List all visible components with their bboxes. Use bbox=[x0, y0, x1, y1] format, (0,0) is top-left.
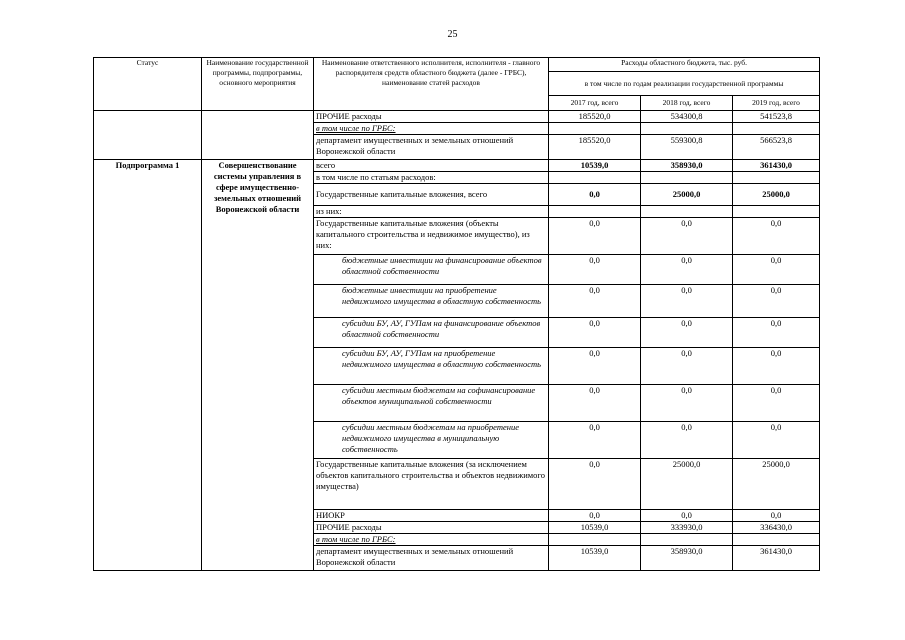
value-2019: 0,0 bbox=[733, 318, 820, 348]
value-2019: 336430,0 bbox=[733, 522, 820, 534]
header-year-2017: 2017 год, всего bbox=[549, 96, 641, 111]
value-2018 bbox=[641, 206, 733, 218]
value-2018: 0,0 bbox=[641, 385, 733, 422]
value-2017: 10539,0 bbox=[549, 546, 641, 571]
table-row bbox=[94, 111, 820, 123]
value-2018: 0,0 bbox=[641, 218, 733, 255]
value-2017 bbox=[549, 206, 641, 218]
value-2018: 0,0 bbox=[641, 422, 733, 459]
value-2017 bbox=[549, 123, 641, 135]
value-2019 bbox=[733, 206, 820, 218]
value-2018: 0,0 bbox=[641, 510, 733, 522]
row-label: субсидии БУ, АУ, ГУПам на финансирование объектов областной собственности bbox=[314, 318, 549, 348]
value-2018: 0,0 bbox=[641, 318, 733, 348]
value-2017 bbox=[549, 172, 641, 184]
value-2018: 358930,0 bbox=[641, 546, 733, 571]
value-2019: 361430,0 bbox=[733, 546, 820, 571]
value-2017 bbox=[549, 534, 641, 546]
value-2018: 25000,0 bbox=[641, 184, 733, 206]
value-2019: 25000,0 bbox=[733, 459, 820, 510]
value-2018: 358930,0 bbox=[641, 160, 733, 172]
value-2019: 541523,8 bbox=[733, 111, 820, 123]
value-2017: 0,0 bbox=[549, 255, 641, 285]
subprogram-status: Подпрограмма 1 bbox=[94, 160, 202, 571]
value-2017: 0,0 bbox=[549, 184, 641, 206]
value-2019: 0,0 bbox=[733, 510, 820, 522]
row-label: ПРОЧИЕ расходы bbox=[314, 522, 549, 534]
row-label: в том числе по ГРБС: bbox=[314, 534, 549, 546]
row-label: бюджетные инвестиции на финансирование объектов областной собственности bbox=[314, 255, 549, 285]
value-2019: 566523,8 bbox=[733, 135, 820, 160]
value-2019: 0,0 bbox=[733, 218, 820, 255]
value-2017: 10539,0 bbox=[549, 522, 641, 534]
header-program: Наименование государственной программы, подпрограммы, основного мероприятия bbox=[202, 58, 314, 111]
value-2019 bbox=[733, 534, 820, 546]
value-2017: 10539,0 bbox=[549, 160, 641, 172]
value-2019: 0,0 bbox=[733, 422, 820, 459]
row-label: департамент имущественных и земельных отношений Воронежской области bbox=[314, 546, 549, 571]
header-executor: Наименование ответственного исполнителя, исполнителя - главного распорядителя средств областного бюджета (далее - ГРБС), наименование статей расходов bbox=[314, 58, 549, 111]
row-label: в том числе по статьям расходов: bbox=[314, 172, 549, 184]
row-label: из них: bbox=[314, 206, 549, 218]
value-2019: 0,0 bbox=[733, 255, 820, 285]
value-2019: 361430,0 bbox=[733, 160, 820, 172]
row-label: департамент имущественных и земельных отношений Воронежской области bbox=[314, 135, 549, 160]
value-2018 bbox=[641, 123, 733, 135]
value-2017: 0,0 bbox=[549, 385, 641, 422]
header-year-2019: 2019 год, всего bbox=[733, 96, 820, 111]
row-label: субсидии местным бюджетам на софинансирование объектов муниципальной собственности bbox=[314, 385, 549, 422]
value-2018: 333930,0 bbox=[641, 522, 733, 534]
page-number: 25 bbox=[447, 29, 458, 40]
value-2017: 0,0 bbox=[549, 218, 641, 255]
value-2018: 0,0 bbox=[641, 285, 733, 318]
row-label: всего bbox=[314, 160, 549, 172]
table-row bbox=[94, 160, 820, 172]
header-year-2018: 2018 год, всего bbox=[641, 96, 733, 111]
header-expenses: Расходы областного бюджета, тыс. руб. bbox=[549, 58, 820, 72]
row-label: ПРОЧИЕ расходы bbox=[314, 111, 549, 123]
value-2017: 185520,0 bbox=[549, 111, 641, 123]
value-2019 bbox=[733, 123, 820, 135]
value-2019: 0,0 bbox=[733, 348, 820, 385]
value-2017: 0,0 bbox=[549, 510, 641, 522]
row-label: НИОКР bbox=[314, 510, 549, 522]
value-2018 bbox=[641, 172, 733, 184]
row-label: в том числе по ГРБС: bbox=[314, 123, 549, 135]
value-2017: 0,0 bbox=[549, 459, 641, 510]
value-2018: 534300,8 bbox=[641, 111, 733, 123]
budget-table bbox=[93, 57, 820, 571]
value-2017: 185520,0 bbox=[549, 135, 641, 160]
value-2017: 0,0 bbox=[549, 285, 641, 318]
header-status: Статус bbox=[94, 58, 202, 111]
value-2018: 0,0 bbox=[641, 255, 733, 285]
row-label: Государственные капитальные вложения (объекты капитального строительства и недвижимое имущество), из них: bbox=[314, 218, 549, 255]
row-label: Государственные капитальные вложения (за исключением объектов капитального строительства и объектов недвижимого имущества) bbox=[314, 459, 549, 510]
header-by-years: в том числе по годам реализации государственной программы bbox=[549, 72, 820, 96]
program-cell-empty bbox=[202, 111, 314, 160]
value-2018 bbox=[641, 534, 733, 546]
row-label: субсидии местным бюджетам на приобретение недвижимого имущества в муниципальную собственность bbox=[314, 422, 549, 459]
row-label: субсидии БУ, АУ, ГУПам на приобретение недвижимого имущества в областную собственность bbox=[314, 348, 549, 385]
value-2017: 0,0 bbox=[549, 318, 641, 348]
status-cell-empty bbox=[94, 111, 202, 160]
value-2018: 0,0 bbox=[641, 348, 733, 385]
value-2017: 0,0 bbox=[549, 422, 641, 459]
value-2018: 559300,8 bbox=[641, 135, 733, 160]
row-label: Государственные капитальные вложения, всего bbox=[314, 184, 549, 206]
value-2019: 0,0 bbox=[733, 385, 820, 422]
value-2018: 25000,0 bbox=[641, 459, 733, 510]
value-2019 bbox=[733, 172, 820, 184]
value-2019: 25000,0 bbox=[733, 184, 820, 206]
value-2019: 0,0 bbox=[733, 285, 820, 318]
subprogram-name: Совершенствование системы управления в сфере имущественно-земельных отношений Воронежской области bbox=[202, 160, 314, 571]
value-2017: 0,0 bbox=[549, 348, 641, 385]
row-label: бюджетные инвестиции на приобретение недвижимого имущества в областную собственность bbox=[314, 285, 549, 318]
